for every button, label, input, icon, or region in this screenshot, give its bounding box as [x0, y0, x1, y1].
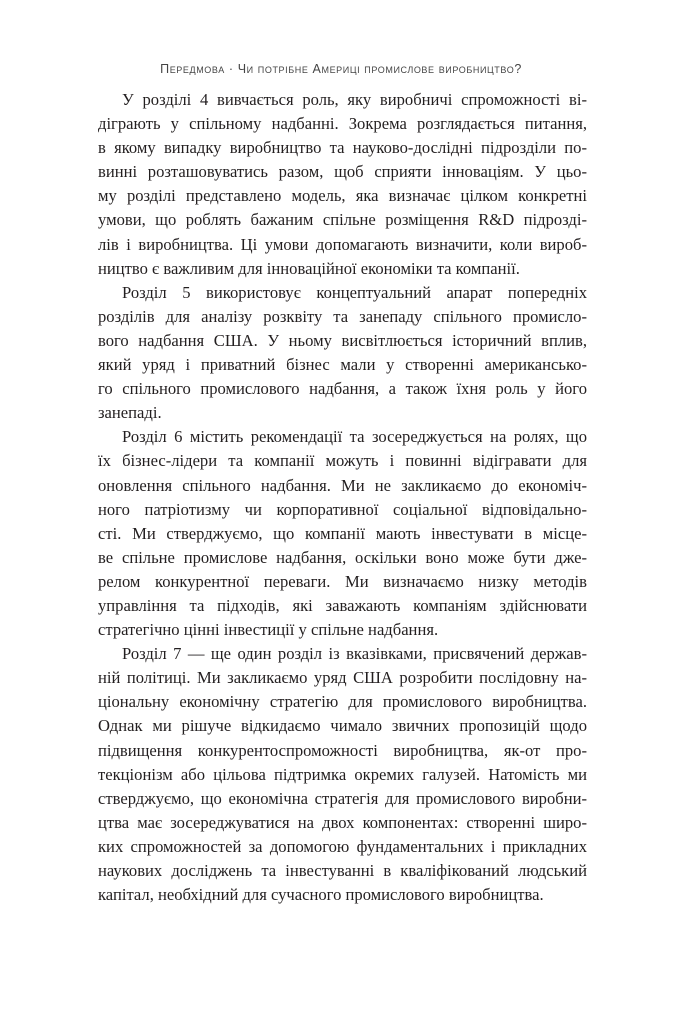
text-line: розділів для аналізу розквіту та занепаду спільного промисло- [98, 306, 587, 326]
text-line: підвищення конкурентоспроможності виробництва, як-от про- [98, 740, 587, 760]
text-line: вого надбання США. У ньому висвітлюється історичний вплив, [98, 330, 587, 350]
text-line: умови, що роблять бажаним спільне розміщення R&D підрозді- [98, 210, 587, 230]
paragraph [98, 281, 587, 426]
body-text [98, 88, 587, 907]
text-line: ве спільне промислове надбання, оскільки воно може бути дже- [98, 547, 587, 567]
text-line: ній політиці. Ми закликаємо уряд США розробити послідовну на- [98, 668, 587, 688]
text-line: сті. Ми стверджуємо, що компанії мають інвестувати в місце- [98, 523, 587, 543]
text-line: Розділ 6 містить рекомендації та зосереджується на ролях, що [122, 427, 587, 447]
text-line: який уряд і приватний бізнес мали у створенні американсько- [98, 355, 587, 375]
text-line: оновлення спільного надбання. Ми не закликаємо до економіч- [98, 475, 587, 495]
text-line: лів і виробництва. Ці умови допомагають визначити, коли вироб- [98, 234, 587, 254]
text-line: цтва має зосереджуватися на двох компонентах: створенні широ- [98, 812, 587, 832]
text-line: Розділ 7 — ще один розділ із вказівками, присвячений держав- [122, 644, 587, 664]
text-line: У розділі 4 вивчається роль, яку виробничі спроможності ві- [122, 90, 587, 109]
text-line: капітал, необхідний для сучасного промислового виробництва. [98, 885, 544, 905]
text-line: ціональну економічну стратегію для промислового виробництва. [98, 692, 587, 712]
text-line: їх бізнес-лідери та компанії можуть і повинні відігравати для [98, 451, 587, 471]
paragraph [98, 425, 587, 642]
text-line: релом конкурентної переваги. Ми визначаємо низку методів [98, 571, 587, 591]
text-line: наукових досліджень та інвестуванні в кваліфікований людський [98, 861, 587, 880]
text-line: го спільного промислового надбання, а також їхня роль у його [98, 379, 587, 399]
text-line: текціонізм або цільова підтримка окремих галузей. Натомість ми [98, 764, 587, 784]
paragraph [98, 88, 587, 281]
text-line: Однак ми рішуче відкидаємо чимало звичних пропозицій щодо [98, 716, 587, 736]
text-line: стратегічно цінні інвестиції у спільне надбання. [98, 620, 439, 640]
running-header: Передмова · Чи потрібне Америці промислове виробництво? [160, 62, 522, 76]
text-line: Розділ 5 використовує концептуальний апарат попередніх [122, 282, 587, 302]
text-line: ких спроможностей за допомогою фундаментальних і прикладних [98, 836, 587, 856]
text-line: занепаді. [98, 403, 162, 423]
text-line: управління та підходів, які заважають компаніям здійснювати [98, 595, 587, 615]
paragraph [98, 642, 587, 907]
text-line: стверджуємо, що економічна стратегія для промислового виробни- [98, 788, 587, 808]
text-line: му розділі представлено модель, яка визначає цілком конкретні [98, 186, 587, 206]
text-line: в якому випадку виробництво та науково-дослідні підрозділи по- [98, 138, 587, 158]
text-line: ного патріотизму чи корпоративної соціальної відповідально- [98, 499, 587, 519]
text-line: винні розташовуватись разом, щоб сприяти інноваціям. У цьо- [98, 162, 587, 182]
text-line: дiграють у спільному надбанні. Зокрема розглядається питання, [98, 114, 587, 134]
text-line: ництво є важливим для інноваційної економіки та компанії. [98, 258, 520, 278]
